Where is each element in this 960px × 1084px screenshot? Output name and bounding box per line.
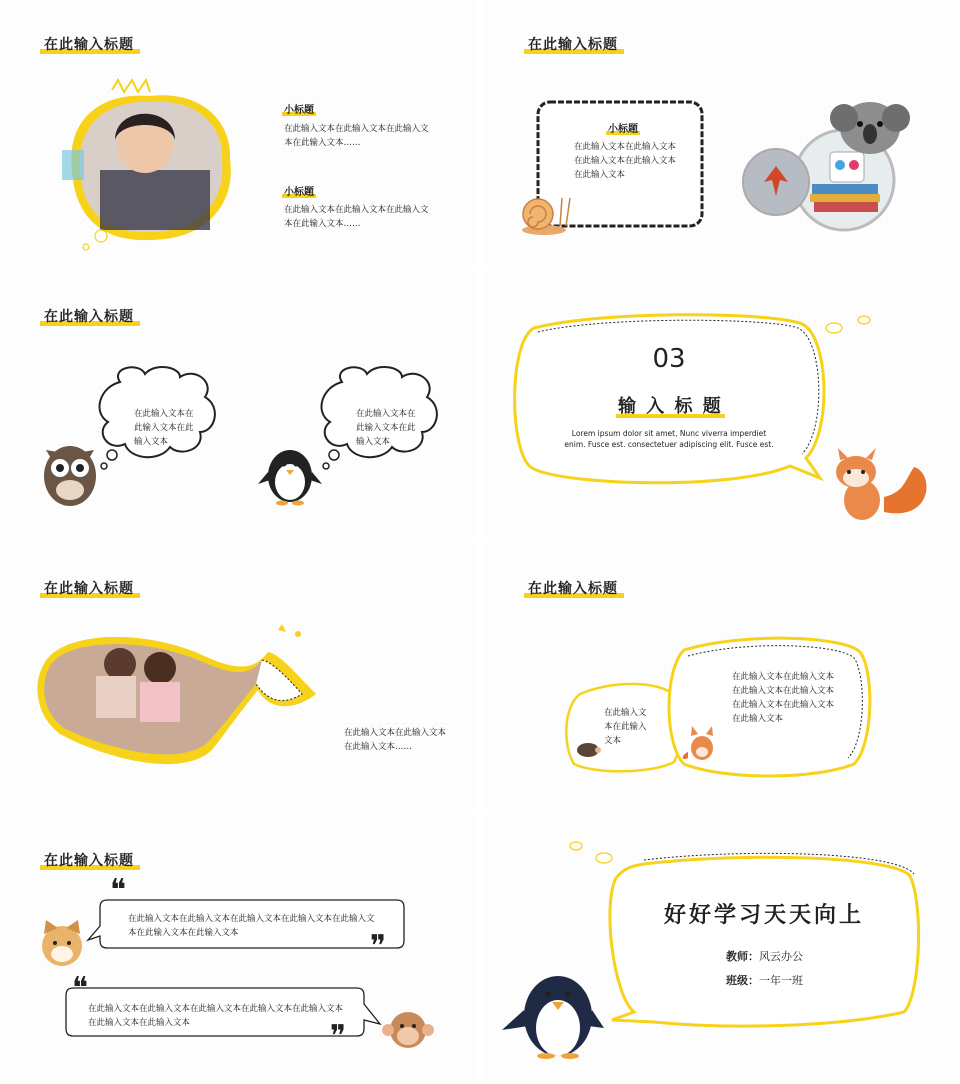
- slide-2[interactable]: [484, 0, 960, 266]
- body-text-1: 在此输入文本在此输入文本在此输入文本在此输入文本……: [284, 124, 429, 148]
- subtitle-1: 小标题: [284, 101, 314, 116]
- slide-3[interactable]: [0, 272, 476, 538]
- subtitle-2: 小标题: [284, 183, 314, 198]
- section-heading: 输 入 标 题: [618, 392, 723, 418]
- big-bubble-text: 在此输入文本在此输入文本在此输入文本在此输入文本在此输入文本在此输入文本在此输入文本: [732, 672, 835, 724]
- body-text: 在此输入文本在此输入文本在此输入文本在此输入文本在此输入文本: [574, 142, 677, 180]
- slide-1[interactable]: [0, 0, 476, 266]
- lorem-text: Lorem ipsum dolor sit amet, Nunc viverra imperdiet enim. Fusce est. consectetuer adipiscing elit. Fusce est.: [564, 429, 774, 449]
- close-quote-icon: ❞: [330, 1019, 347, 1054]
- penguin-icon: [484, 816, 960, 1082]
- body-text: 在此输入文本在此输入文本在此输入文本……: [344, 728, 447, 752]
- small-bubble-text: 在此输入文本在此输入文本: [604, 708, 647, 746]
- slide-5[interactable]: [0, 544, 476, 810]
- slide-8[interactable]: [484, 816, 960, 1082]
- class-label: 班级：: [726, 974, 759, 987]
- teacher-name: 风云办公: [759, 950, 803, 963]
- teacher-label: 教师：: [726, 950, 759, 963]
- close-quote-icon: ❞: [370, 929, 387, 964]
- open-quote-icon: ❝: [72, 971, 89, 1006]
- slide-title: 在此输入标题: [44, 306, 134, 326]
- quote-text-2: 在此输入文本在此输入文本在此输入文本在此输入文本在此输入文本在此输入文本在此输入文本: [88, 1004, 344, 1028]
- class-name: 一年一班: [759, 974, 803, 987]
- slide-title: 在此输入标题: [44, 850, 134, 870]
- slide-title: 在此输入标题: [44, 578, 134, 598]
- motto-heading: 好好学习天天向上: [663, 903, 864, 928]
- slide-title: 在此输入标题: [528, 578, 618, 598]
- slide-title: 在此输入标题: [44, 34, 134, 54]
- slide-4[interactable]: [484, 272, 960, 538]
- open-quote-icon: ❝: [110, 873, 127, 908]
- slide-6[interactable]: [484, 544, 960, 810]
- subtitle: 小标题: [608, 120, 638, 135]
- bubble-text-1: 在此输入文本在此输入文本在此输入文本: [134, 409, 194, 447]
- slide-7[interactable]: [0, 816, 476, 1082]
- section-number: 03: [652, 344, 686, 374]
- bubble-text-2: 在此输入文本在此输入文本在此输入文本: [356, 409, 416, 447]
- body-text-2: 在此输入文本在此输入文本在此输入文本在此输入文本……: [284, 205, 429, 229]
- slide-title: 在此输入标题: [528, 34, 618, 54]
- quote-text-1: 在此输入文本在此输入文本在此输入文本在此输入文本在此输入文本在此输入文本在此输入文本: [128, 914, 375, 938]
